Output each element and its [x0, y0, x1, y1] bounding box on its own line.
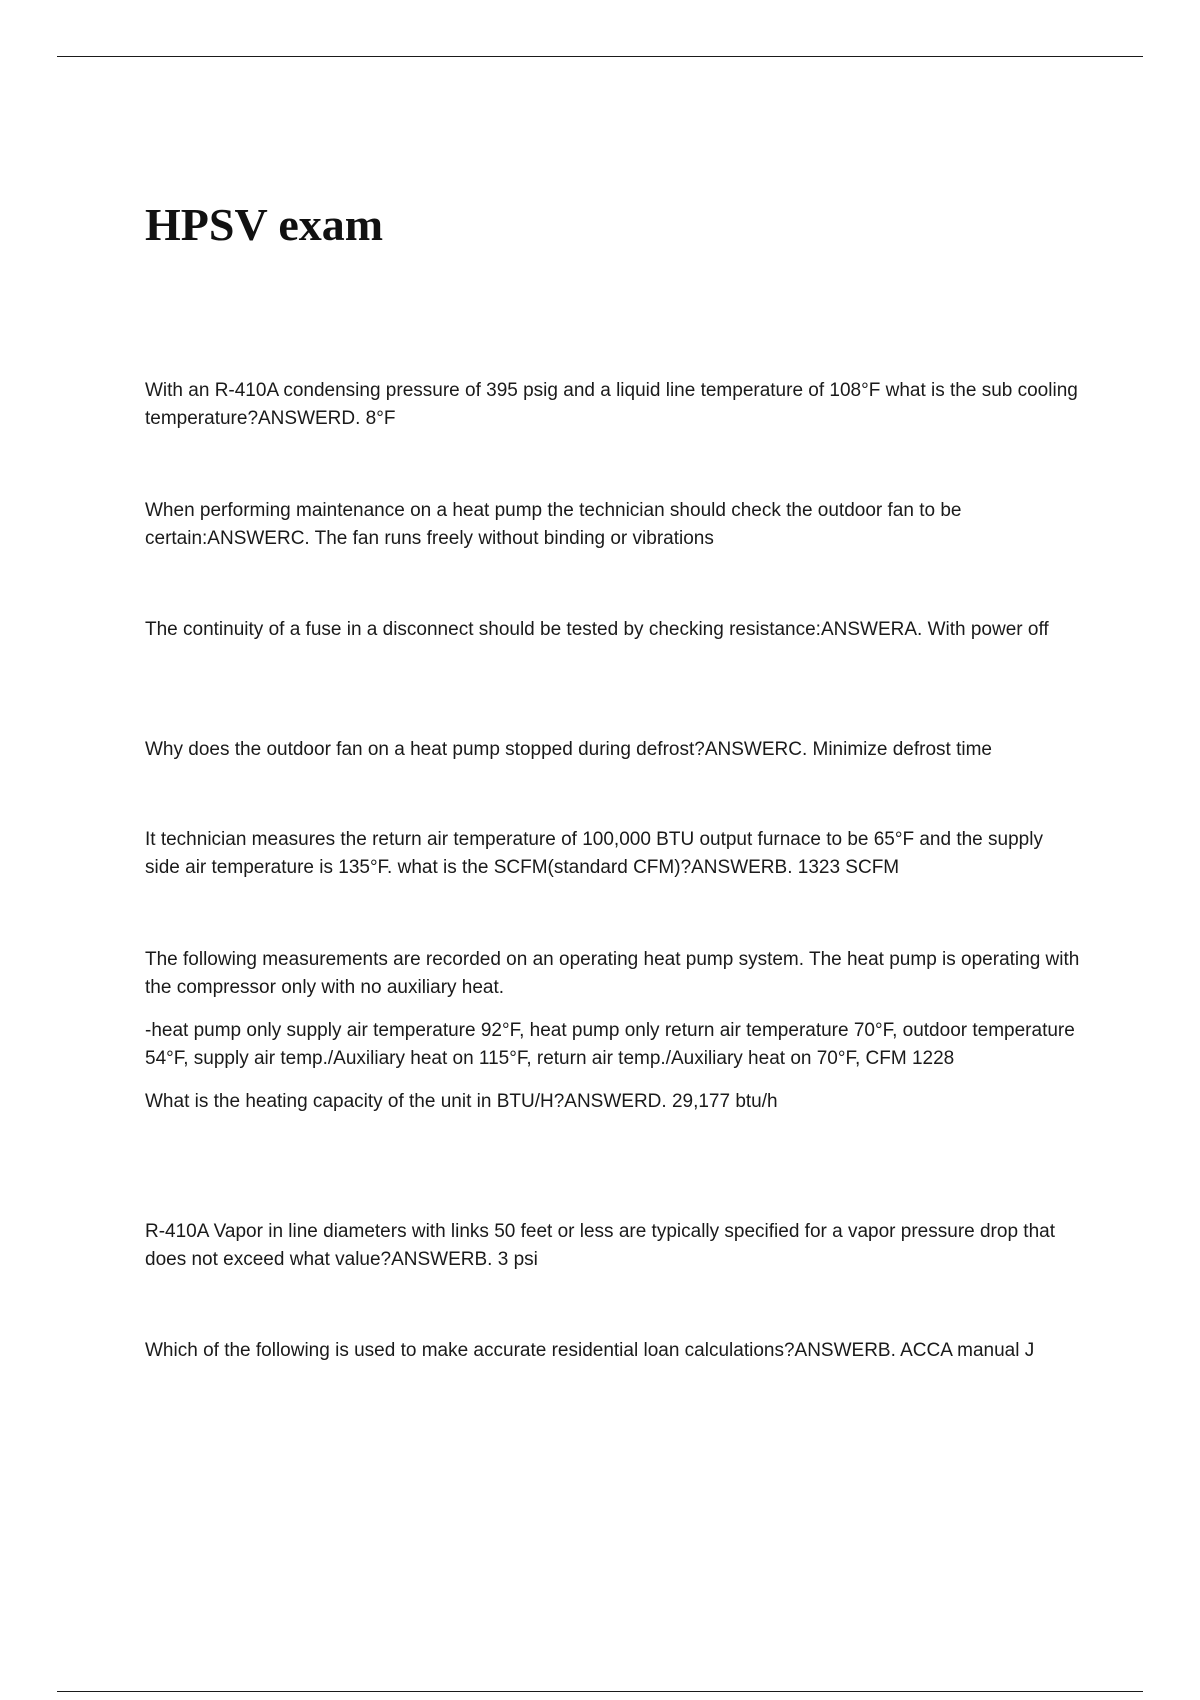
- document-title: HPSV exam: [145, 199, 384, 250]
- qa-text: It technician measures the return air temperature of 100,000 BTU output furnace to be 65°F and the supply side air temperature is 135°F. what is the SCFM(standard CFM)?ANSWERB. 1323 SCFM: [145, 829, 1043, 878]
- qa-item-8: [145, 1337, 1080, 1365]
- qa-item-2: [145, 497, 1080, 553]
- qa-text: The following measurements are recorded on an operating heat pump system. The heat pump is operating with the compressor only with no auxiliary heat.: [145, 949, 1080, 998]
- footer-rule: [57, 1691, 1143, 1692]
- qa-item-6: [145, 946, 1080, 1116]
- qa-text: When performing maintenance on a heat pump the technician should check the outdoor fan to be certain:ANSWERC. The fan runs freely without binding or vibrations: [145, 500, 962, 549]
- qa-text: What is the heating capacity of the unit in BTU/H?ANSWERD. 29,177 btu/h: [145, 1091, 778, 1112]
- qa-text: Why does the outdoor fan on a heat pump stopped during defrost?ANSWERC. Minimize defrost time: [145, 739, 992, 760]
- qa-item-4: [145, 736, 1080, 764]
- qa-text: The continuity of a fuse in a disconnect should be tested by checking resistance:ANSWERA. With power off: [145, 619, 1049, 640]
- qa-text: R-410A Vapor in line diameters with links 50 feet or less are typically specified for a vapor pressure drop that does not exceed what value?ANSWERB. 3 psi: [145, 1221, 1055, 1270]
- qa-item-1: [145, 377, 1080, 433]
- qa-item-3: [145, 616, 1080, 644]
- qa-text: Which of the following is used to make accurate residential loan calculations?ANSWERB. ACCA manual J: [145, 1340, 1035, 1361]
- qa-item-5: [145, 826, 1080, 882]
- qa-item-7: [145, 1218, 1080, 1274]
- qa-text: With an R-410A condensing pressure of 395 psig and a liquid line temperature of 108°F what is the sub cooling temperature?ANSWERD. 8°F: [145, 380, 1078, 429]
- qa-text: -heat pump only supply air temperature 92°F, heat pump only return air temperature 70°F, outdoor temperature 54°F, supply air temp./Auxiliary heat on 115°F, return air temp./Auxiliary heat on 70°F, CFM 1228: [145, 1020, 1075, 1069]
- header-rule: [57, 56, 1143, 57]
